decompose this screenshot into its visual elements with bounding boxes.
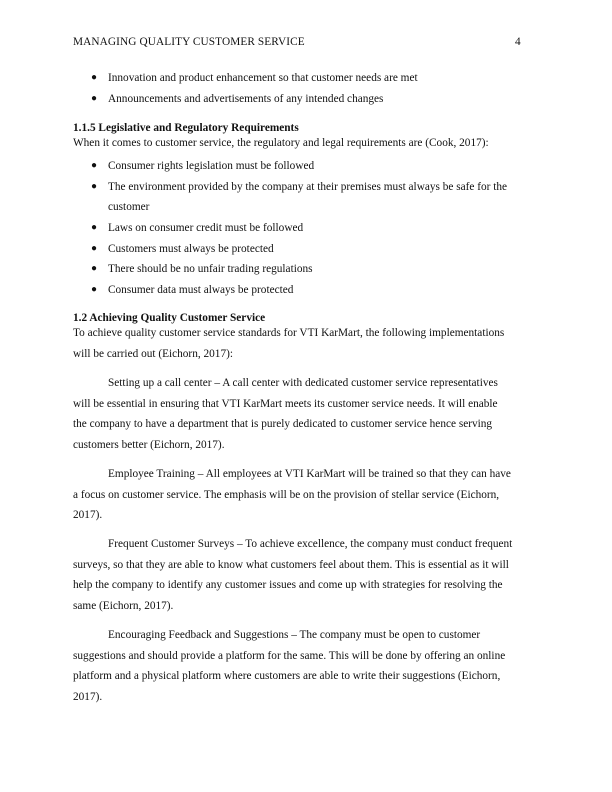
section-intro: When it comes to customer service, the regulatory and legal requirements are (Cook, 2017): bbox=[73, 137, 489, 149]
paragraph-line: the company to have a department that is purely dedicated to customer service hence serving bbox=[73, 418, 493, 430]
paragraph-line: customers better (Eichorn, 2017). bbox=[73, 439, 225, 451]
list-item: Announcements and advertisements of any intended changes bbox=[108, 93, 384, 105]
list-item-continuation: customer bbox=[108, 201, 150, 213]
paragraph-line: Frequent Customer Surveys – To achieve excellence, the company must conduct frequent bbox=[108, 538, 513, 550]
section-heading: 1.1.5 Legislative and Regulatory Requirements bbox=[73, 122, 299, 134]
paragraph-line: platform and a physical platform where customers are able to write their suggestions (Eichorn, bbox=[73, 670, 501, 682]
bullet-icon: ● bbox=[91, 243, 98, 254]
paragraph-line: 2017). bbox=[73, 509, 103, 521]
list-item: Consumer rights legislation must be followed bbox=[108, 160, 315, 172]
paragraph-line: will be essential in ensuring that VTI KarMart meets its customer service needs. It will enable bbox=[73, 398, 498, 410]
bullet-icon: ● bbox=[91, 284, 98, 295]
list-item: Customers must always be protected bbox=[108, 243, 274, 255]
paragraph-line: suggestions and should provide a platform for the same. This will be done by offering an online bbox=[73, 650, 506, 662]
bullet-icon: ● bbox=[91, 263, 98, 274]
paragraph-line: help the company to identify any customer issues and come up with strategies for resolving the bbox=[73, 579, 503, 591]
paragraph-line: Setting up a call center – A call center with dedicated customer service representatives bbox=[108, 377, 498, 389]
bullet-icon: ● bbox=[91, 93, 98, 104]
list-item: Consumer data must always be protected bbox=[108, 284, 294, 296]
paragraph-line: a focus on customer service. The emphasis will be on the provision of stellar service (Eichorn, bbox=[73, 489, 500, 501]
bullet-icon: ● bbox=[91, 160, 98, 171]
list-item: The environment provided by the company at their premises must always be safe for the bbox=[108, 181, 508, 193]
bullet-icon: ● bbox=[91, 181, 98, 192]
bullet-icon: ● bbox=[91, 72, 98, 83]
list-item: Innovation and product enhancement so that customer needs are met bbox=[108, 72, 418, 84]
paragraph-line: Employee Training – All employees at VTI KarMart will be trained so that they can have bbox=[108, 468, 511, 480]
paragraph-line: Encouraging Feedback and Suggestions – The company must be open to customer bbox=[108, 629, 481, 641]
paragraph-line: surveys, so that they are able to know what customers feel about them. This is essential as it will bbox=[73, 559, 509, 571]
section-heading: 1.2 Achieving Quality Customer Service bbox=[73, 312, 266, 324]
list-item: There should be no unfair trading regulations bbox=[108, 263, 313, 275]
section-intro-line: To achieve quality customer service standards for VTI KarMart, the following implementations bbox=[73, 327, 505, 339]
paragraph-line: 2017). bbox=[73, 691, 103, 703]
section-intro-line: will be carried out (Eichorn, 2017): bbox=[73, 348, 233, 360]
list-item: Laws on consumer credit must be followed bbox=[108, 222, 304, 234]
bullet-icon: ● bbox=[91, 222, 98, 233]
paragraph-line: same (Eichorn, 2017). bbox=[73, 600, 174, 612]
running-head: MANAGING QUALITY CUSTOMER SERVICE bbox=[73, 36, 305, 48]
page-number: 4 bbox=[515, 36, 521, 48]
